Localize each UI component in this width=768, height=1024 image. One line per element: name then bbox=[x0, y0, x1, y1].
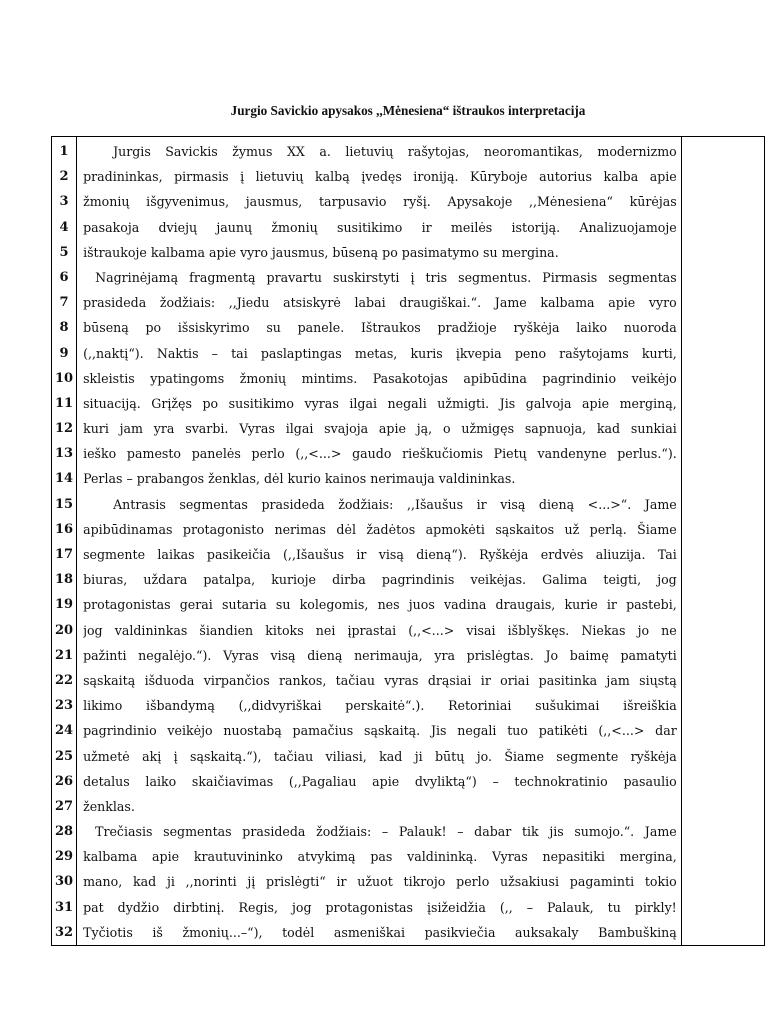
line-number: 10 bbox=[54, 370, 74, 386]
line-number: 2 bbox=[59, 169, 69, 185]
text-line: ištraukoje kalbama apie vyro jausmus, būseną po pasimatymo su mergina. bbox=[83, 244, 559, 260]
document-table bbox=[51, 136, 765, 946]
text-line: būseną po išsiskyrimo su panele. Ištraukos pradžioje ryškėja laiko nuoroda bbox=[83, 320, 677, 336]
line-number: 27 bbox=[54, 798, 74, 814]
line-number: 16 bbox=[54, 521, 74, 537]
line-number: 17 bbox=[54, 547, 74, 562]
line-number: 12 bbox=[54, 421, 74, 437]
text-line: Antrasis segmentas prasideda žodžiais: ,,Išaušus ir visą dieną <...>“. Jame bbox=[113, 496, 677, 512]
text-line: Perlas – prabangos ženklas, dėl kurio kainos nerimauja valdininkas. bbox=[83, 471, 516, 487]
line-number: 28 bbox=[54, 824, 74, 840]
text-line: likimo išbandymą (,,didvyriškai perskaitė“.). Retoriniai sušukimai išreiškia bbox=[83, 698, 677, 714]
text-line: pagrindinio veikėjo nuostabą pamačius sąskaitą. Jis negali tuo patikėti (,,<...> dar bbox=[83, 723, 677, 739]
text-line: segmente laikas pasikeičia (,,Išaušus ir visą dieną“). Ryškėja erdvės aliuzija. Tai bbox=[83, 547, 677, 562]
text-line: kalbama apie krautuvininko atvykimą pas valdininką. Vyras nepasitiki mergina, bbox=[83, 849, 677, 865]
line-number: 21 bbox=[54, 647, 74, 663]
text-line: ieško pamesto panelės perlo (,,<...> gaudo rieškučiomis Pietų vandenyne perlus.“). bbox=[83, 446, 677, 462]
text-line: ženklas. bbox=[83, 798, 135, 814]
line-number: 23 bbox=[54, 698, 74, 714]
line-number-list bbox=[52, 137, 76, 945]
text-line: pat dydžio dirbtinį. Regis, jog protagonistas įsižeidžia (,, – Palauk, tu pirkly! bbox=[83, 899, 677, 915]
text-line: Jurgis Savickis žymus XX a. lietuvių rašytojas, neoromantikas, modernizmo bbox=[113, 144, 677, 159]
text-line: pasakoja dviejų jaunų žmonių susitikimo ir meilės istoriją. Analizuojamoje bbox=[83, 219, 677, 235]
text-line: prasideda žodžiais: ,,Jiedu atsiskyrė labai draugiškai.“. Jame kalbama apie vyro bbox=[83, 295, 677, 311]
text-line: Trečiasis segmentas prasideda žodžiais: – Palauk! – dabar tik jis sumojo.“. Jame bbox=[95, 824, 677, 840]
line-number: 24 bbox=[54, 723, 74, 739]
line-number: 18 bbox=[54, 572, 74, 588]
line-number: 1 bbox=[59, 144, 69, 159]
text-line: pradininkas, pirmasis į lietuvių kalbą įvedęs ironiją. Kūryboje autorius kalba apie bbox=[83, 169, 677, 185]
line-number: 32 bbox=[54, 924, 74, 940]
line-number: 13 bbox=[54, 446, 74, 462]
line-number: 5 bbox=[59, 244, 69, 260]
text-line: Nagrinėjamą fragmentą pravartu suskirstyti į tris segmentus. Pirmasis segmentas bbox=[95, 269, 677, 285]
text-line: apibūdinamas protagonisto nerimas dėl žadėtos apmokėti sąskaitos už perlą. Šiame bbox=[83, 521, 677, 537]
line-number: 20 bbox=[54, 622, 74, 638]
text-line: kuri jam yra svarbi. Vyras ilgai svajoja apie ją, o užmigęs sapnuoja, kad sunkiai bbox=[83, 421, 677, 437]
line-number: 7 bbox=[59, 295, 69, 311]
line-number: 30 bbox=[54, 874, 74, 890]
line-number: 3 bbox=[59, 194, 69, 210]
text-line: žmonių išgyvenimus, jausmus, tarpusavio ryšį. Apysakoje ,,Mėnesiena“ kūrėjas bbox=[83, 194, 677, 210]
text-line: Tyčiotis iš žmonių...–“), todėl asmeniškai pasikviečia auksakaly Bambuškiną bbox=[83, 924, 677, 940]
line-number: 22 bbox=[54, 672, 74, 688]
line-number: 15 bbox=[54, 496, 74, 512]
text-line: užmetė akį į sąskaitą.“), tačiau viliasi, kad ji būtų jo. Šiame segmente ryškėja bbox=[83, 748, 677, 764]
text-line: situaciją. Grįžęs po susitikimo vyras ilgai negali užmigti. Jis galvoja apie merginą, bbox=[83, 395, 677, 411]
text-line-list bbox=[83, 139, 677, 945]
table-row bbox=[52, 137, 765, 946]
line-number-column bbox=[52, 137, 77, 946]
text-line: biuras, uždara patalpa, kurioje dirba pagrindinis veikėjas. Galima teigti, jog bbox=[83, 572, 677, 588]
line-number: 29 bbox=[54, 849, 74, 865]
line-number: 6 bbox=[59, 269, 69, 285]
text-line: jog valdininkas šiandien kitoks nei įprastai (,,<...> visai išblyškęs. Niekas jo ne bbox=[83, 622, 677, 638]
text-line: (,,naktį“). Naktis – tai paslaptingas metas, kuris įkvepia peno rašytojams kurti, bbox=[83, 345, 677, 361]
text-line: detalus laiko skaičiavimas (,,Pagaliau apie dvyliktą“) – technokratinio pasaulio bbox=[83, 773, 677, 789]
text-line: skleistis ypatingoms žmonių mintims. Pasakotojas apibūdina pagrindinio veikėjo bbox=[83, 370, 677, 386]
line-number: 19 bbox=[54, 597, 74, 613]
line-number: 26 bbox=[54, 773, 74, 789]
notes-column bbox=[681, 137, 764, 946]
text-line: mano, kad ji ,,norinti jį prislėgti“ ir užuot tikrojo perlo užsakiusi pagaminti tokio bbox=[83, 874, 677, 890]
line-number: 4 bbox=[59, 219, 69, 235]
line-number: 31 bbox=[54, 899, 74, 915]
text-column bbox=[77, 137, 682, 946]
page-title: Jurgio Savickio apysakos ,,Mėnesiena“ ištraukos interpretacija bbox=[230, 103, 586, 118]
line-number: 8 bbox=[59, 320, 69, 336]
text-line: pažinti negalėjo.“). Vyras visą dieną nerimauja, yra prislėgtas. Jo baimę pamatyti bbox=[83, 647, 677, 663]
line-number: 11 bbox=[54, 395, 74, 411]
line-number: 25 bbox=[54, 748, 74, 764]
text-line: protagonistas gerai sutaria su kolegomis, nes juos vadina draugais, kurie ir pastebi, bbox=[83, 597, 677, 613]
text-line: sąskaitą išduoda virpančios rankos, tačiau vyras drąsiai ir oriai pasitinka jam siųstą bbox=[83, 672, 677, 688]
line-number: 14 bbox=[54, 471, 74, 487]
line-number: 9 bbox=[59, 345, 69, 361]
